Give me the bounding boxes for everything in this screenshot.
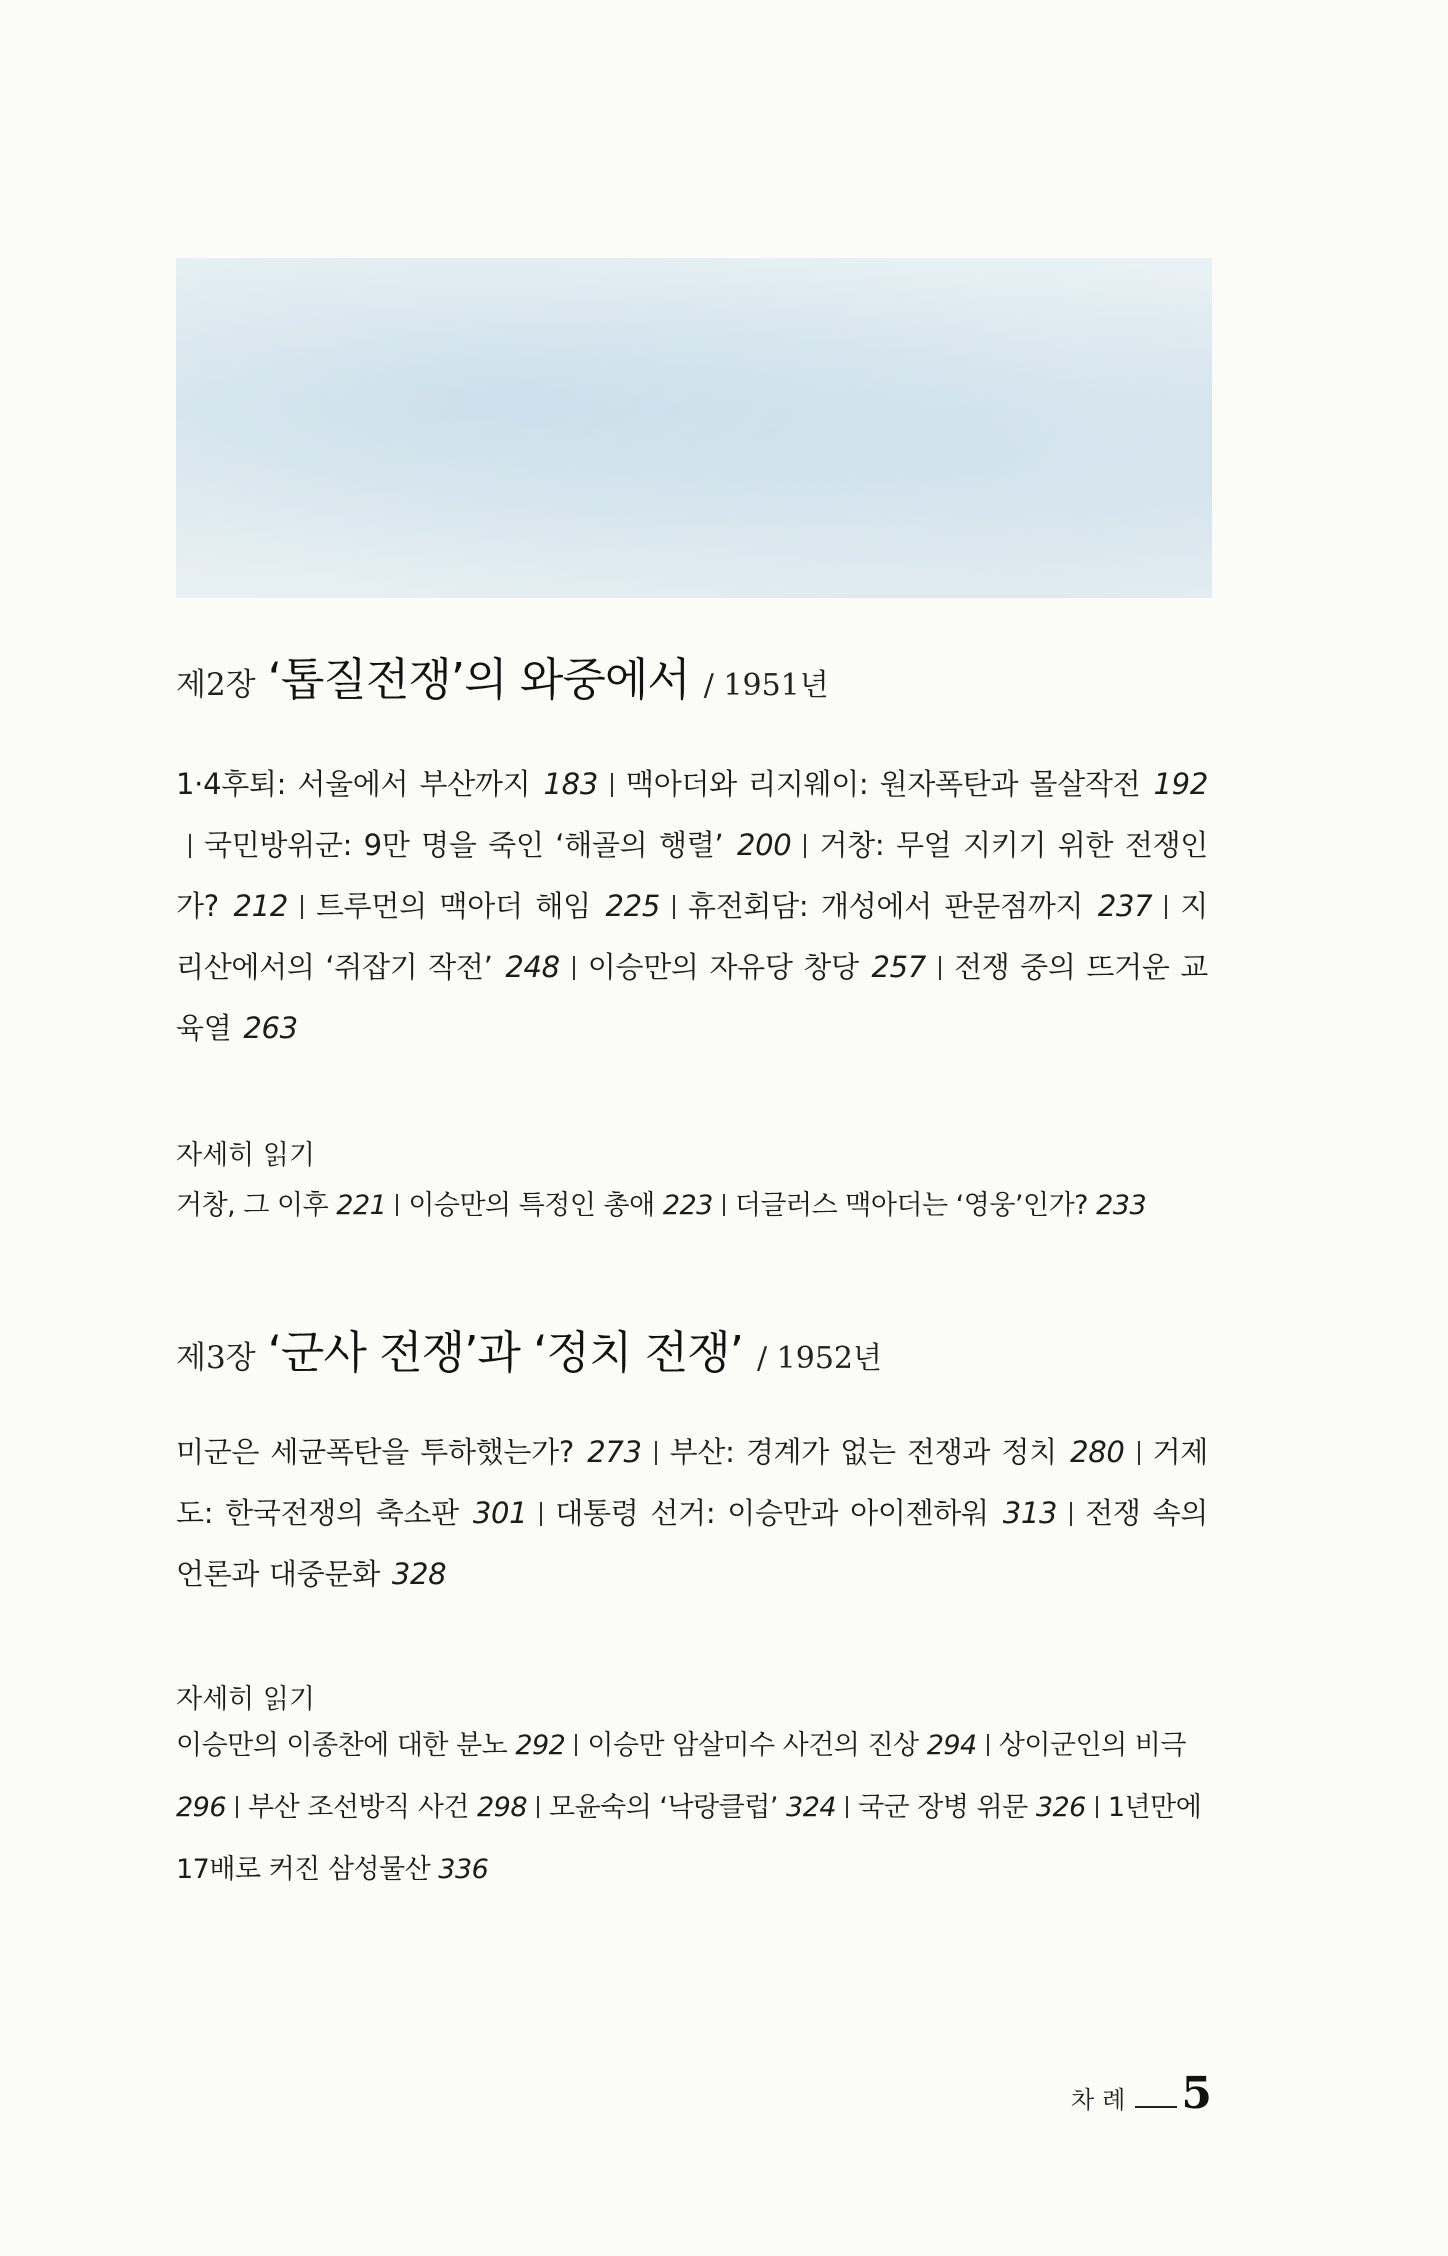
chapter-2-contents bbox=[176, 754, 1208, 1059]
toc-entry-page: 221 bbox=[336, 1190, 387, 1221]
toc-entry-page: 223 bbox=[662, 1190, 713, 1221]
separator bbox=[573, 956, 575, 980]
chapter-2-details bbox=[176, 1175, 1208, 1237]
toc-entry-page: 212 bbox=[233, 889, 288, 923]
separator bbox=[396, 1194, 398, 1216]
toc-entry[interactable] bbox=[408, 1190, 713, 1221]
toc-entry-title: 거제도: 한국전쟁의 축소판 bbox=[176, 1435, 1208, 1530]
footer-rule bbox=[1135, 2106, 1177, 2108]
toc-entry-title: 1년만에 17배로 커진 삼성물산 bbox=[176, 1792, 1202, 1885]
toc-entry[interactable] bbox=[587, 1730, 976, 1761]
separator bbox=[1070, 1502, 1072, 1526]
separator bbox=[537, 1796, 539, 1818]
toc-entry[interactable] bbox=[670, 1435, 1125, 1469]
toc-entry-title: 모윤숙의 ‘낙랑클럽’ bbox=[549, 1792, 778, 1823]
chapter-number: 제3장 bbox=[176, 1340, 256, 1376]
toc-entry-title: 국민방위군: 9만 명을 죽인 ‘해골의 행렬’ bbox=[204, 828, 724, 862]
chapter-header-image bbox=[176, 258, 1212, 598]
separator bbox=[575, 1734, 577, 1756]
toc-entry-title: 상이군인의 비극 bbox=[998, 1730, 1186, 1761]
toc-entry-title: 국군 장병 위문 bbox=[858, 1792, 1028, 1823]
toc-entry-title: 미군은 세균폭탄을 투하했는가? bbox=[176, 1435, 574, 1469]
toc-entry-title: 이승만의 특정인 총애 bbox=[408, 1190, 655, 1221]
toc-entry-title: 이승만 암살미수 사건의 진상 bbox=[587, 1730, 919, 1761]
toc-entry-title: 부산: 경계가 없는 전쟁과 정치 bbox=[669, 1435, 1057, 1469]
toc-entry-page: 192 bbox=[1153, 767, 1208, 801]
toc-entry-title: 거창: 무얼 지키기 위한 전쟁인가? bbox=[176, 828, 1209, 923]
toc-entry-page: 273 bbox=[587, 1435, 642, 1469]
toc-entry-title: 전쟁 속의 언론과 대중문화 bbox=[176, 1496, 1208, 1591]
chapter-number: 제2장 bbox=[176, 667, 256, 703]
toc-entry-title: 전쟁 중의 뜨거운 교육열 bbox=[176, 950, 1209, 1045]
toc-entry-title: 지리산에서의 ‘쥐잡기 작전’ bbox=[176, 889, 1209, 984]
separator bbox=[655, 1441, 657, 1465]
chapter-3-heading bbox=[176, 1316, 882, 1381]
page-footer bbox=[1071, 2068, 1212, 2119]
chapter-3-detail-heading: 자세히 읽기 bbox=[176, 1684, 315, 1715]
toc-entry-page: 225 bbox=[605, 889, 660, 923]
toc-entry[interactable] bbox=[549, 1792, 836, 1823]
toc-entry-title: 대통령 선거: 이승만과 아이젠하워 bbox=[555, 1496, 989, 1530]
toc-entry-title: 맥아더와 리지웨이: 원자폭탄과 몰살작전 bbox=[625, 767, 1141, 801]
toc-entry-page: 296 bbox=[176, 1792, 227, 1823]
separator bbox=[804, 834, 806, 858]
separator bbox=[1096, 1796, 1098, 1818]
separator bbox=[939, 956, 941, 980]
separator bbox=[611, 773, 613, 797]
toc-entry-page: 301 bbox=[472, 1496, 528, 1530]
chapter-title: ‘톱질전쟁’의 와중에서 bbox=[267, 653, 690, 706]
toc-entry-title: 부산 조선방직 사건 bbox=[248, 1792, 469, 1823]
chapter-title: ‘군사 전쟁’과 ‘정치 전쟁’ bbox=[267, 1326, 743, 1379]
toc-entry-page: 263 bbox=[243, 1011, 298, 1045]
toc-entry-page: 324 bbox=[786, 1792, 837, 1823]
toc-entry[interactable] bbox=[555, 1496, 1057, 1530]
toc-entry-page: 257 bbox=[871, 950, 926, 984]
toc-entry-page: 326 bbox=[1035, 1792, 1086, 1823]
toc-entry-page: 200 bbox=[736, 828, 792, 862]
toc-entry-page: 237 bbox=[1097, 889, 1153, 923]
separator bbox=[1165, 895, 1167, 919]
separator bbox=[1138, 1441, 1140, 1465]
toc-entry-page: 294 bbox=[926, 1730, 977, 1761]
toc-entry-page: 183 bbox=[543, 767, 598, 801]
chapter-2-heading bbox=[176, 643, 829, 708]
chapter-3-details bbox=[176, 1715, 1208, 1901]
separator bbox=[189, 834, 191, 858]
toc-entry-page: 298 bbox=[476, 1792, 528, 1823]
toc-entry[interactable] bbox=[626, 767, 1208, 801]
toc-entry[interactable] bbox=[735, 1190, 1146, 1221]
toc-entry-title: 트루먼의 맥아더 해임 bbox=[315, 889, 591, 923]
toc-entry[interactable] bbox=[204, 828, 791, 862]
toc-entry-page: 313 bbox=[1002, 1496, 1058, 1530]
toc-entry[interactable] bbox=[688, 889, 1152, 923]
separator bbox=[540, 1502, 542, 1526]
chapter-year: / 1952년 bbox=[757, 1341, 882, 1376]
toc-entry[interactable] bbox=[176, 1730, 565, 1761]
toc-entry-title: 이승만의 이종찬에 대한 분노 bbox=[176, 1730, 508, 1761]
separator bbox=[236, 1796, 238, 1818]
footer-label: 차례 bbox=[1071, 2086, 1134, 2114]
toc-entry[interactable] bbox=[858, 1792, 1086, 1823]
toc-entry[interactable] bbox=[316, 889, 660, 923]
separator bbox=[987, 1734, 989, 1756]
toc-entry-page: 328 bbox=[391, 1557, 447, 1591]
separator bbox=[846, 1796, 848, 1818]
toc-entry-title: 휴전회담: 개성에서 판문점까지 bbox=[687, 889, 1084, 923]
separator bbox=[723, 1194, 725, 1216]
toc-entry-title: 이승만의 자유당 창당 bbox=[587, 950, 859, 984]
separator bbox=[301, 895, 303, 919]
toc-entry-title: 더글러스 맥아더는 ‘영웅’인가? bbox=[734, 1190, 1089, 1221]
chapter-year: / 1951년 bbox=[703, 668, 829, 703]
toc-entry-page: 292 bbox=[515, 1730, 566, 1761]
chapter-2-detail-heading: 자세히 읽기 bbox=[176, 1140, 315, 1171]
chapter-3-contents bbox=[176, 1422, 1208, 1605]
toc-entry[interactable] bbox=[176, 1435, 642, 1469]
toc-entry-title: 1·4후퇴: 서울에서 부산까지 bbox=[176, 767, 531, 801]
toc-entry[interactable] bbox=[176, 767, 598, 801]
separator bbox=[673, 895, 675, 919]
toc-entry-page: 233 bbox=[1096, 1190, 1147, 1221]
toc-entry-page: 336 bbox=[438, 1854, 489, 1885]
toc-entry[interactable] bbox=[588, 950, 926, 984]
toc-entry[interactable] bbox=[248, 1792, 527, 1823]
page-number: 5 bbox=[1181, 2068, 1212, 2119]
toc-entry[interactable] bbox=[176, 1190, 386, 1221]
toc-entry-page: 248 bbox=[505, 950, 560, 984]
toc-entry-page: 280 bbox=[1070, 1435, 1125, 1469]
toc-entry-title: 거창, 그 이후 bbox=[176, 1190, 329, 1221]
